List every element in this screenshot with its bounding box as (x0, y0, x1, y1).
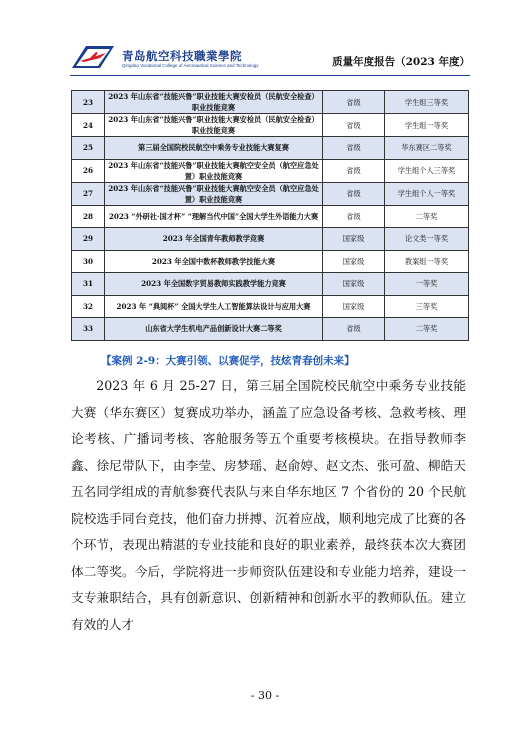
table-row (72, 205, 469, 228)
award-result: 论文类一等奖 (385, 228, 469, 251)
row-number: 24 (72, 114, 105, 137)
table-row (72, 273, 469, 296)
competition-name: 2023 年山东省“技能兴鲁”职业技能大赛安检员（民航安全检查）职业技能竞赛 (105, 91, 323, 114)
row-number: 27 (72, 182, 105, 205)
award-level: 省级 (323, 182, 385, 205)
row-number: 29 (72, 228, 105, 251)
page-number: - 30 - (250, 689, 280, 702)
competition-name: 山东省大学生机电产品创新设计大赛二等奖 (105, 318, 323, 341)
award-level: 省级 (323, 137, 385, 160)
row-number: 30 (72, 250, 105, 273)
competition-name: 2023 年山东省“技能兴鲁”职业技能大赛安检员（民航安全检查）职业技能竞赛 (105, 114, 323, 137)
case-title: 【案例 2-9：大赛引领、以赛促学，技炫青春创未来】 (101, 355, 355, 367)
competition-name: 2023 年全国中数杯教师教学技能大赛 (105, 250, 323, 273)
table-row (72, 114, 469, 137)
award-result: 一等奖 (385, 273, 469, 296)
competition-name: 2023 年 “典阅杯” 全国大学生人工智能算法设计与应用大赛 (105, 295, 323, 318)
table-row (72, 318, 469, 341)
header-rule (70, 75, 470, 76)
row-number: 28 (72, 205, 105, 228)
competition-name: 2023 年山东省“技能兴鲁”职业技能大赛航空安全员（航空应急处置）职业技能竞赛 (105, 182, 323, 205)
school-name: 青岛航空科技職業學院 (122, 49, 242, 63)
award-level: 省级 (323, 114, 385, 137)
award-result: 教案组一等奖 (385, 250, 469, 273)
table-row (72, 228, 469, 251)
table-row (72, 182, 469, 205)
award-result: 学生组一等奖 (385, 114, 469, 137)
competition-name: 2023 “外研社·国才杯” “理解当代中国”全国大学生外语能力大赛 (105, 205, 323, 228)
award-result: 学生组个人一等奖 (385, 182, 469, 205)
competition-name: 2023 年全国数字贸易教师实践教学能力竞赛 (105, 273, 323, 296)
award-level: 国家级 (323, 250, 385, 273)
row-number: 32 (72, 295, 105, 318)
row-number: 23 (72, 91, 105, 114)
report-title: 质量年度报告（2023 年度） (332, 56, 470, 68)
award-level: 国家级 (323, 295, 385, 318)
table-row (72, 91, 469, 114)
award-level: 省级 (323, 91, 385, 114)
award-result: 学生组三等奖 (385, 91, 469, 114)
table-row (72, 137, 469, 160)
award-level: 国家级 (323, 228, 385, 251)
award-result: 二等奖 (385, 205, 469, 228)
award-level: 省级 (323, 318, 385, 341)
row-number: 31 (72, 273, 105, 296)
table-row (72, 250, 469, 273)
row-number: 26 (72, 159, 105, 182)
row-number: 33 (72, 318, 105, 341)
award-level: 国家级 (323, 273, 385, 296)
competition-name: 2023 年全国青年教师教学竞赛 (105, 228, 323, 251)
award-result: 二等奖 (385, 318, 469, 341)
award-result: 华东赛区二等奖 (385, 137, 469, 160)
award-level: 省级 (323, 205, 385, 228)
school-name-en: Qingdao Vocational College of Aeronautical Science and Technology (122, 63, 259, 68)
award-level: 省级 (323, 159, 385, 182)
page-header (70, 44, 470, 74)
award-result: 三等奖 (385, 295, 469, 318)
awards-table (71, 90, 469, 341)
college-logo (70, 44, 116, 70)
row-number: 25 (72, 137, 105, 160)
case-body-paragraph: 2023 年 6 月 25-27 日，第三届全国院校民航空中乘务专业技能大赛（华东赛区）复赛成功举办，涵盖了应急设备考核、急救考核、理论考核、广播词考核、客舱服务等五个重要考核模块。在指导教师李鑫、徐尼带队下，由李莹、房梦瑶、赵俞婷、赵文杰、张可盈、柳皓天五名同学组成的青航参赛代表队与来自华东地区 7 个省份的 20 个民航院校选手同台竞技，他们奋力拼搏、沉着应战，顺利地完成了比赛的各个环节，表现出精湛的专业技能和良好的职业素养，最终获本次大赛团体二等奖。今后，学院将进一步师资队伍建设和专业能力培养，建设一支专兼职结合，具有创新意识、创新精神和创新水平的教师队伍。建立有效的人才 (71, 378, 466, 632)
table-row (72, 159, 469, 182)
competition-name: 第三届全国院校民航空中乘务专业技能大赛复赛 (105, 137, 323, 160)
table-row (72, 295, 469, 318)
award-result: 学生组个人三等奖 (385, 159, 469, 182)
competition-name: 2023 年山东省“技能兴鲁”职业技能大赛航空安全员（航空应急处置）职业技能竞赛 (105, 159, 323, 182)
